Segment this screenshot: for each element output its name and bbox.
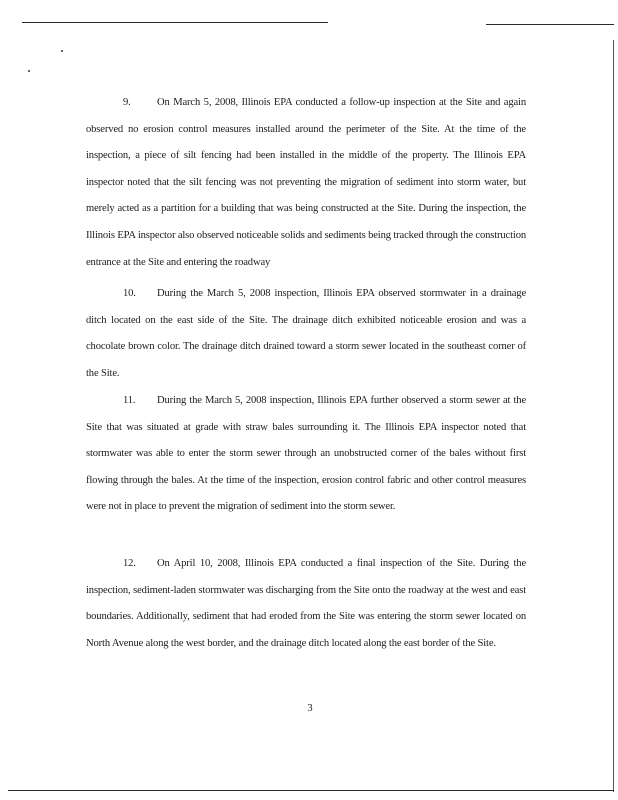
- paragraph-9: [86, 90, 526, 276]
- scan-speck: [61, 50, 63, 52]
- page-number: 3: [307, 703, 313, 714]
- paragraph-text: On April 10, 2008, Illinois EPA conducted a final inspection of the Site. During the inspection, sediment-laden stormwater was discharging from the Site onto the roadway at the west and east boundaries. Additionally, sediment that had eroded from the Site was entering the storm sewer located on North Avenue along the west border, and the drainage ditch located along the east border of the Site.: [86, 558, 526, 649]
- paragraph-text: On March 5, 2008, Illinois EPA conducted a follow-up inspection at the Site and again observed no erosion control measures installed around the perimeter of the Site. At the time of the inspection, a piece of silt fencing had been installed in the middle of the property. The Illinois EPA inspector noted that the silt fencing was not preventing the migration of sediment into storm water, but merely acted as a partition for a building that was being constructed at the Site. During the inspection, the Illinois EPA inspector also observed noticeable solids and sediments being tracked through the construction entrance at the Site and entering the roadway: [86, 97, 526, 268]
- scan-speck: [28, 70, 30, 72]
- paragraph-12: [86, 551, 526, 657]
- paragraph-number: 9.: [123, 97, 131, 108]
- paragraph-10: [86, 281, 526, 387]
- scan-border-right: [613, 40, 614, 792]
- scan-border-top: [22, 22, 328, 23]
- paragraph-number: 10.: [123, 288, 136, 299]
- paragraph-text: During the March 5, 2008 inspection, Illinois EPA further observed a storm sewer at the Site that was situated at grade with straw bales surrounding it. The Illinois EPA inspector noted that stormwater was able to enter the storm sewer through an unobstructed corner of the bales without first flowing through the bales. At the time of the inspection, erosion control fabric and other control measures were not in place to prevent the migration of sediment into the storm sewer.: [86, 395, 526, 513]
- paragraph-text: During the March 5, 2008 inspection, Illinois EPA observed stormwater in a drainage ditch located on the east side of the Site. The drainage ditch exhibited noticeable erosion and was a chocolate brown color. The drainage ditch drained toward a storm sewer located in the southeast corner of the Site.: [86, 288, 526, 379]
- scan-border-top-right: [486, 24, 614, 25]
- paragraph-11: [86, 388, 526, 521]
- paragraph-number: 11.: [123, 395, 136, 406]
- paragraph-number: 12.: [123, 558, 136, 569]
- scan-border-bottom: [8, 790, 614, 791]
